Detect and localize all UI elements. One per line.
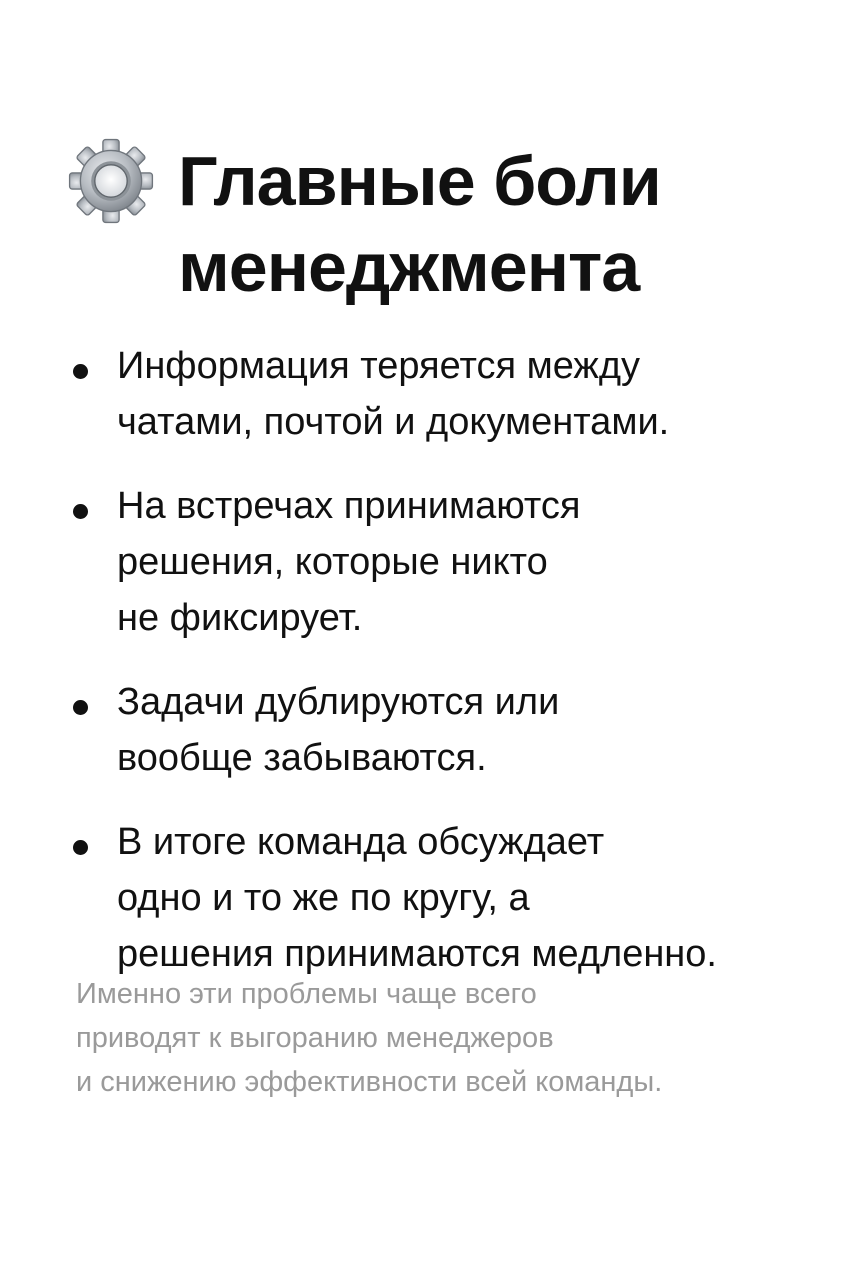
list-item [73, 674, 843, 786]
page-title [178, 138, 838, 310]
list-item [73, 478, 843, 646]
text-line: решения, которые никто [117, 541, 548, 583]
footnote [76, 972, 846, 1104]
text-line: На встречах принимаются [117, 485, 581, 527]
text-line: одно и то же по кругу, а [117, 877, 530, 919]
text-line: Информация теряется между [117, 345, 641, 387]
text-line: В итоге команда обсуждает [117, 821, 605, 863]
footnote-line: Именно эти проблемы чаще всего [76, 978, 537, 1010]
title-line: менеджмента [178, 228, 640, 306]
bullet-dot-icon [73, 700, 88, 715]
text-line: не фиксирует. [117, 597, 363, 639]
text-line: Задачи дублируются или [117, 681, 560, 723]
list-item-text [117, 338, 843, 450]
bullet-dot-icon [73, 364, 88, 379]
list-item-text [117, 674, 843, 786]
pain-points-list [73, 338, 843, 1010]
title-line: Главные боли [178, 142, 661, 220]
list-item [73, 814, 843, 982]
list-item-text [117, 814, 843, 982]
footnote-line: и снижению эффективности всей команды. [76, 1066, 663, 1098]
text-line: решения принимаются медленно. [117, 933, 717, 975]
bullet-dot-icon [73, 840, 88, 855]
footnote-line: приводят к выгоранию менеджеров [76, 1022, 554, 1054]
bullet-dot-icon [73, 504, 88, 519]
text-line: чатами, почтой и документами. [117, 401, 670, 443]
gear-icon [66, 136, 156, 226]
text-line: вообще забываются. [117, 737, 487, 779]
list-item-text [117, 478, 843, 646]
list-item [73, 338, 843, 450]
